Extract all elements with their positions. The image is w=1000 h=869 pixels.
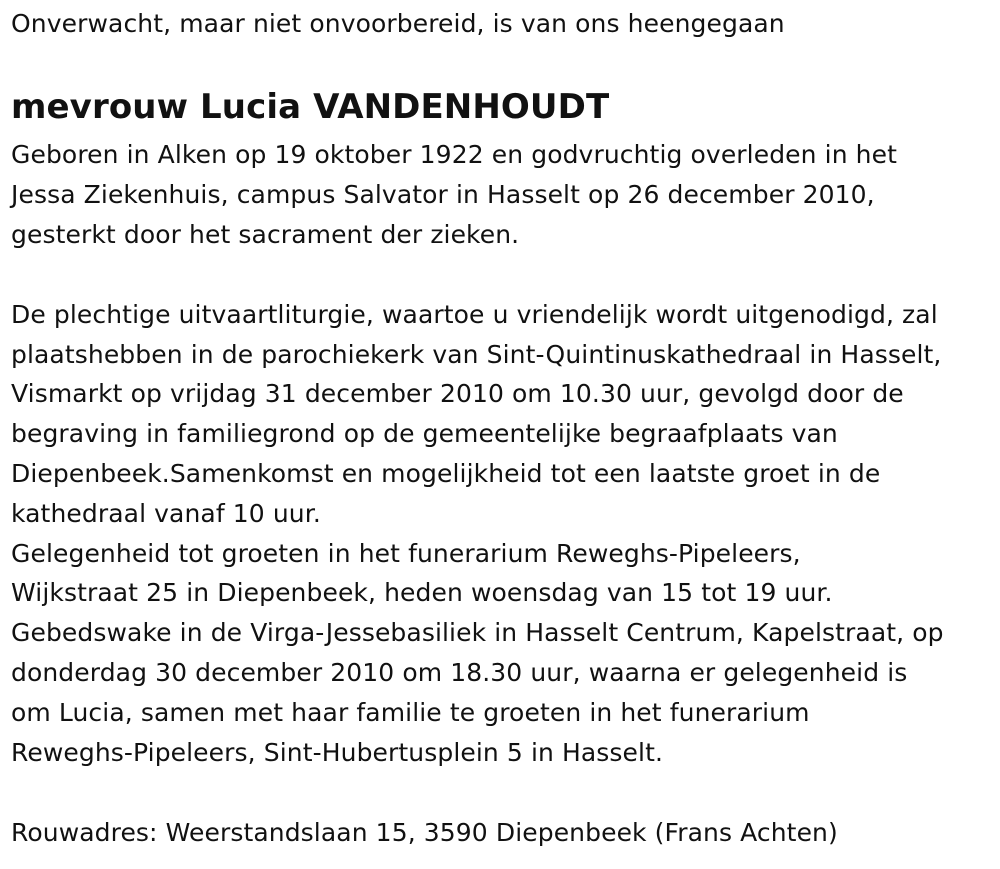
deceased-name: mevrouw Lucia VANDENHOUDT xyxy=(11,87,610,127)
vigil-line: Gebedswake in de Virga-Jessebasiliek in Hasselt Centrum, Kapelstraat, op xyxy=(11,618,944,647)
ceremony-line: Vismarkt op vrijdag 31 december 2010 om 10.30 uur, gevolgd door de xyxy=(11,379,904,408)
birth-line: Geboren in Alken op 19 oktober 1922 en godvruchtig overleden in het xyxy=(11,140,898,169)
vigil-line: Reweghs-Pipeleers, Sint-Hubertusplein 5 in Hasselt. xyxy=(11,738,664,767)
visitation-line: Wijkstraat 25 in Diepenbeek, heden woensdag van 15 tot 19 uur. xyxy=(11,578,833,607)
visitation-line: Gelegenheid tot groeten in het funerarium Reweghs-Pipeleers, xyxy=(11,539,801,568)
mourning-address: Rouwadres: Weerstandslaan 15, 3590 Diepenbeek (Frans Achten) xyxy=(11,818,838,847)
vigil-line: om Lucia, samen met haar familie te groeten in het funerarium xyxy=(11,698,810,727)
intro-text: Onverwacht, maar niet onvoorbereid, is van ons heengegaan xyxy=(11,9,785,38)
ceremony-line: kathedraal vanaf 10 uur. xyxy=(11,499,321,528)
vigil-line: donderdag 30 december 2010 om 18.30 uur, waarna er gelegenheid is xyxy=(11,658,908,687)
birth-line: Jessa Ziekenhuis, campus Salvator in Hasselt op 26 december 2010, xyxy=(11,180,875,209)
ceremony-line: plaatshebben in de parochiekerk van Sint-Quintinuskathedraal in Hasselt, xyxy=(11,340,942,369)
ceremony-line: Diepenbeek.Samenkomst en mogelijkheid tot een laatste groet in de xyxy=(11,459,881,488)
birth-line: gesterkt door het sacrament der zieken. xyxy=(11,220,520,249)
ceremony-line: De plechtige uitvaartliturgie, waartoe u vriendelijk wordt uitgenodigd, zal xyxy=(11,300,938,329)
ceremony-line: begraving in familiegrond op de gemeentelijke begraafplaats van xyxy=(11,419,838,448)
